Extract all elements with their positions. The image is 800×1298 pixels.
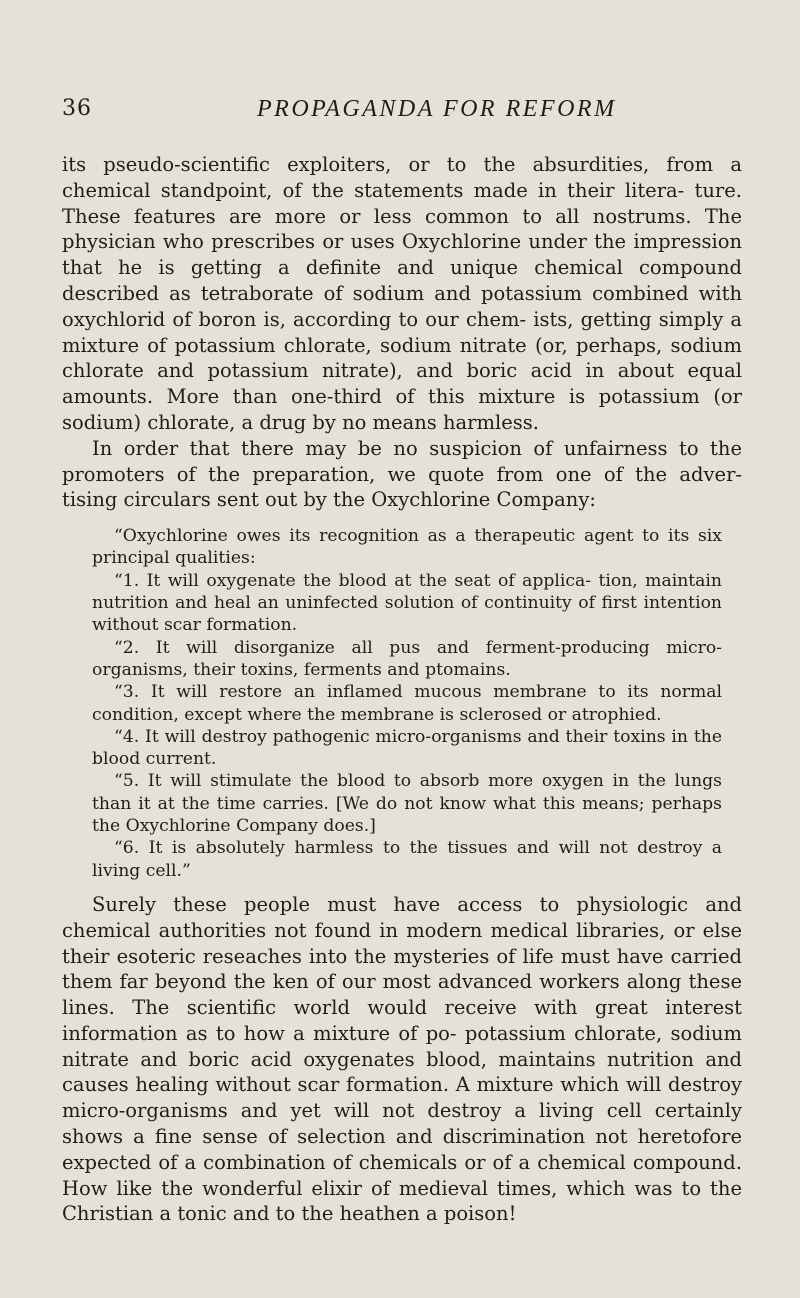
page-header [62, 96, 752, 126]
quote-intro: “Oxychlorine owes its recognition as a therapeutic agent to its six principal qualities: [92, 526, 722, 569]
block-quote [92, 525, 722, 882]
paragraph-intro-quote: In order that there may be no suspicion of unfairness to the promoters of the preparation, we quote from one of the adver- tising circulars sent out by the Oxychlorine Company: [62, 436, 742, 512]
quote-item: “3. It will restore an inflamed mucous membrane to its normal condition, except where the membrane is sclerosed or atrophied. [92, 682, 722, 725]
quote-item: “1. It will oxygenate the blood at the seat of applica- tion, maintain nutrition and heal an uninfected solution of continuity of first intention without scar formation. [92, 570, 722, 636]
body-text [62, 152, 742, 1227]
quote-item: “5. It will stimulate the blood to absorb more oxygen in the lungs than it at the time carries. [We do not know what this means; perhaps the Oxychlorine Company does.] [92, 771, 722, 837]
quote-item: “2. It will disorganize all pus and ferment-producing micro-organisms, their toxins, ferments and ptomains. [92, 637, 722, 680]
paragraph-commentary: Surely these people must have access to physiologic and chemical authorities not found in modern medical libraries, or else their esoteric reseaches into the mysteries of life must have carried them far beyond the ken of our most advanced workers along these lines. The scientific world would receive with great interest information as to how a mixture of po- potassium chlorate, sodium nitrate and boric acid oxygenates blood, maintains nutrition and causes healing without scar formation. A mixture which will destroy micro-organisms and yet will not destroy a living cell certainly shows a fine sense of selection and discrimination not heretofore expected of a combination of chemicals or of a chemical compound. How like the wonderful elixir of medieval times, which was to the Christian a tonic and to the heathen a poison! [62, 892, 742, 1226]
running-head: PROPAGANDA FOR REFORM [257, 96, 617, 122]
quote-item: “4. It will destroy pathogenic micro-organisms and their toxins in the blood current. [92, 726, 722, 770]
paragraph-continued: its pseudo-scientific exploiters, or to the absurdities, from a chemical standpoint, of the statements made in their litera- ture. These features are more or less common to all nostrums. The physician who prescribes or uses Oxychlorine under the impression that he is getting a definite and unique chemical compound described as tetraborate of sodium and potassium combined with oxychlorid of boron is, according to our chem- ists, getting simply a mixture of potassium chlorate, sodium nitrate (or, perhaps, sodium chlorate and potassium nitrate), and boric acid in about equal amounts. More than one-third of this mixture is potassium (or sodium) chlorate, a drug by no means harmless. [62, 153, 742, 434]
page-number: 36 [62, 96, 92, 121]
quote-item: “6. It is absolutely harmless to the tissues and will not destroy a living cell.” [92, 838, 722, 881]
